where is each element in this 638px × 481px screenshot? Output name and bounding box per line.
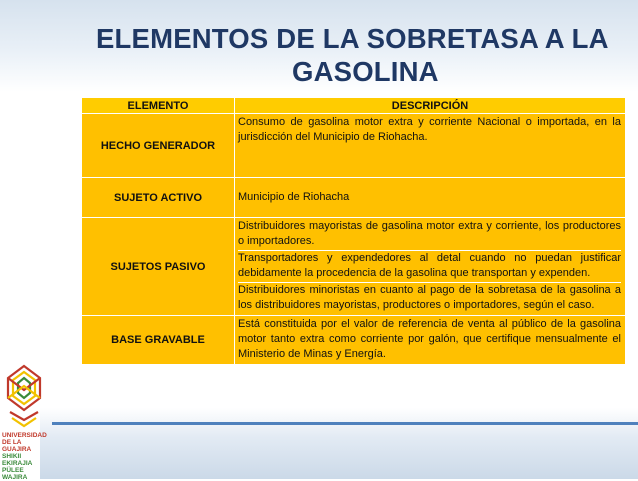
- element-cell: SUJETOS PASIVO: [82, 218, 235, 316]
- description-text: Consumo de gasolina motor extra y corriente Nacional o importada, en la jurisdicción del Municipio de Riohacha.: [238, 116, 621, 143]
- table-row: [82, 218, 626, 316]
- logo-text-line: UNIVERSIDAD: [2, 432, 47, 439]
- footer-blue-line: [52, 422, 638, 425]
- description-text: Distribuidores minoristas en cuanto al pago de la sobretasa de la gasolina a los distribuidores mayoristas, productores o importadores, según el caso.: [238, 284, 621, 311]
- description-text: Distribuidores mayoristas de gasolina motor extra y corriente, los productores o importadores.: [238, 219, 621, 251]
- description-cell: [235, 178, 626, 218]
- description-cell: [235, 316, 626, 365]
- element-cell: BASE GRAVABLE: [82, 316, 235, 365]
- element-cell: SUJETO ACTIVO: [82, 178, 235, 218]
- table-row: [82, 316, 626, 365]
- logo-text-line: DE LA GUAJIRA: [2, 439, 32, 453]
- logo-text-line: SHIKII EKIRAJIA: [2, 453, 33, 467]
- description-cell: [235, 114, 626, 178]
- description-text: Municipio de Riohacha: [238, 190, 350, 203]
- header-elemento: ELEMENTO: [82, 98, 235, 114]
- table-header-row: [82, 98, 626, 114]
- bottom-background-band: [40, 408, 638, 479]
- table-row: [82, 114, 626, 178]
- slide-title-line-2: GASOLINA: [292, 56, 439, 87]
- description-text: Transportadores y expendedores al detal cuando no puedan justificar debidamente la procedencia de la gasolina que transportan y expenden.: [238, 251, 621, 283]
- elements-table: [81, 97, 626, 365]
- header-descripcion: DESCRIPCIÓN: [235, 98, 626, 114]
- slide-title: [96, 22, 638, 88]
- slide-title-line-1: ELEMENTOS DE LA SOBRETASA A LA: [96, 23, 609, 54]
- description-text: Está constituida por el valor de referencia de venta al público de la gasolina motor tanto extra como corriente por galón, que certifique mensualmente el Ministerio de Minas y Energía.: [238, 318, 621, 360]
- element-cell: HECHO GENERADOR: [82, 114, 235, 178]
- logo-text-line: PÜLEE WAJIRA: [2, 467, 28, 481]
- table-row: [82, 178, 626, 218]
- description-cell: [235, 218, 626, 316]
- elements-table-container: [80, 96, 627, 366]
- logo-text: [2, 432, 48, 481]
